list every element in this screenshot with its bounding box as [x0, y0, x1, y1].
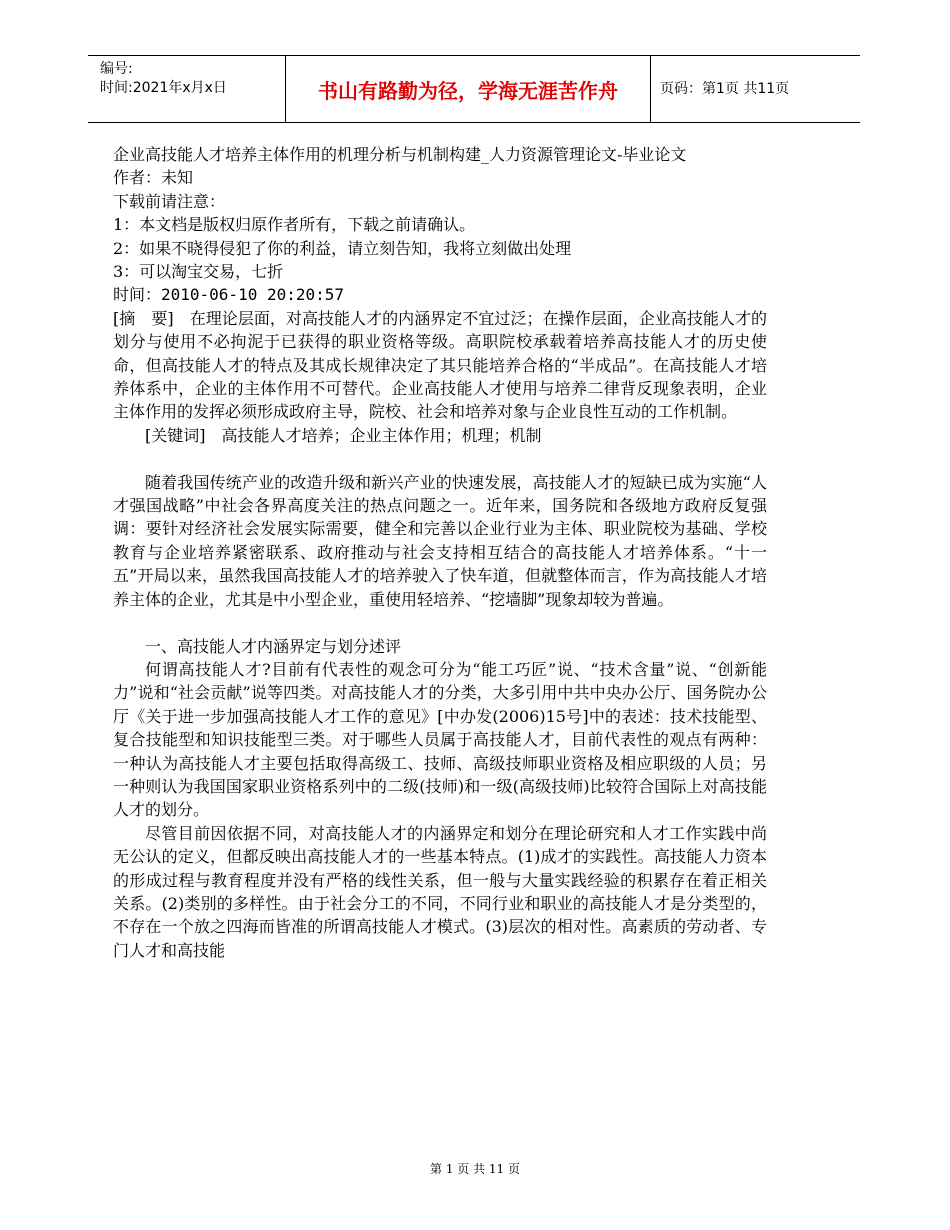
serial-label: 编号:	[100, 61, 133, 77]
header-motto: 书山有路勤为径，学海无涯苦作舟	[318, 78, 618, 103]
time-label: 时间:2021年x月x日	[100, 80, 227, 96]
paragraph: 尽管目前因依据不同，对高技能人才的内涵界定和划分在理论研究和人才工作实践中尚无公认的定义，但都反映出高技能人才的一些基本特点。(1)成才的实践性。高技能人力资本的形成过程与教育程度并没有严格的线性关系，但一般与大量实践经验的积累存在着正相关关系。(2)类别的多样性。由于社会分工的不同，不同行业和职业的高技能人才是分类型的，不存在一个放之四海而皆准的所谓高技能人才模式。(3)层次的相对性。高素质的劳动者、专门人才和高技能	[113, 823, 767, 960]
paragraph: 何谓高技能人才?目前有代表性的观念可分为“能工巧匠”说、“技术含量”说、“创新能力”说和“社会贡献”说等四类。对高技能人才的分类，大多引用中共中央办公厅、国务院办公厅《关于进一步加强高技能人才工作的意见》[中办发(2006)15号]中的表述：技术技能型、复合技能型和知识技能型三类。对于哪些人员属于高技能人才，目前代表性的观点有两种：一种认为高技能人才主要包括取得高级工、技师、高级技师职业资格及相应职级的人员；另一种则认为我国国家职业资格系列中的二级(技师)和一级(高级技师)比较符合国际上对高技能人才的划分。	[113, 659, 767, 820]
author-line: 作者：未知	[113, 168, 194, 188]
header-divider	[650, 56, 651, 122]
page-footer: 第 1 页 共 11 页	[430, 1162, 520, 1176]
timestamp-line: 时间：2010-06-10 20:20:57	[113, 285, 345, 305]
section-heading: 一、高技能人才内涵界定与划分述评	[145, 636, 402, 656]
spacer	[113, 611, 767, 634]
notice-heading: 下载前请注意：	[113, 191, 226, 211]
notice-item: 2：如果不晓得侵犯了你的利益，请立刻告知，我将立刻做出处理	[113, 238, 572, 258]
notice-item: 3：可以淘宝交易，七折	[113, 262, 284, 282]
notice-item: 1：本文档是版权归原作者所有，下载之前请确认。	[113, 215, 476, 235]
document-title: 企业高技能人才培养主体作用的机理分析与机制构建_人力资源管理论文-毕业论文	[113, 145, 687, 164]
header-page-info: 页码：第1页 共11页	[660, 81, 790, 97]
keywords: [关键词] 高技能人才培养；企业主体作用；机理；机制	[145, 425, 542, 445]
header-left-cell	[100, 60, 280, 98]
spacer	[113, 447, 767, 470]
paragraph: 随着我国传统产业的改造升级和新兴产业的快速发展，高技能人才的短缺已成为实施“人才强国战略”中社会各界高度关注的热点问题之一。近年来，国务院和各级地方政府反复强调：要针对经济社会发展实际需要，健全和完善以企业行业为主体、职业院校为基础、学校教育与企业培养紧密联系、政府推动与社会支持相互结合的高技能人才培养体系。“十一五”开局以来，虽然我国高技能人才的培养驶入了快车道，但就整体而言，作为高技能人才培养主体的企业，尤其是中小型企业，重使用轻培养、“挖墙脚”现象却较为普遍。	[113, 472, 767, 609]
abstract: [摘 要] 在理论层面，对高技能人才的内涵界定不宜过泛；在操作层面，企业高技能人才的划分与使用不必拘泥于已获得的职业资格等级。高职院校承载着培养高技能人才的历史使命，但高技能人才的特点及其成长规律决定了其只能培养合格的“半成品”。在高技能人才培养体系中，企业的主体作用不可替代。企业高技能人才使用与培养二律背反现象表明，企业主体作用的发挥必须形成政府主导，院校、社会和培养对象与企业良性互动的工作机制。	[113, 308, 767, 422]
document-body	[113, 143, 767, 962]
header-table	[88, 55, 860, 123]
